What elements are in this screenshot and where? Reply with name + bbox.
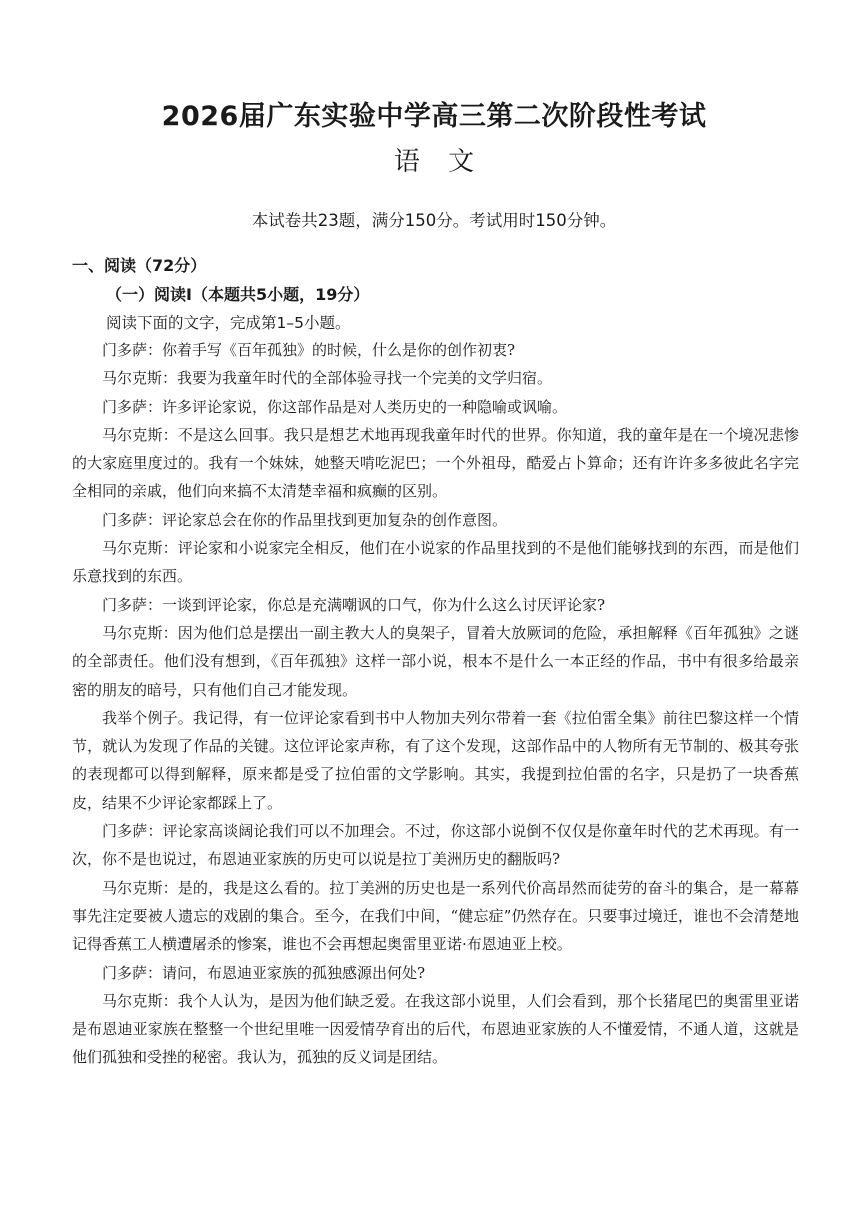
passage-paragraph: 门多萨：评论家高谈阔论我们可以不加理会。不过，你这部小说倒不仅仅是你童年时代的艺术再现。有一次，你不是也说过，布恩迪亚家族的历史可以说是拉丁美洲历史的翻版吗? <box>72 822 799 869</box>
passage-paragraph: 马尔克斯：不是这么回事。我只是想艺术地再现我童年时代的世界。你知道，我的童年是在一个境况悲惨的大家庭里度过的。我有一个妹妹，她整天啃吃泥巴；一个外祖母，酷爱占卜算命；还有许许多多彼此名字完全相同的亲戚，他们向来搞不太清楚幸福和疯癫的区别。 <box>72 425 799 501</box>
passage-paragraph: 马尔克斯：我个人认为，是因为他们缺乏爱。在我这部小说里，人们会看到，那个长猪尾巴的奥雷里亚诺是布恩迪亚家族在整整一个世纪里唯一因爱情孕育出的后代，布恩迪亚家族的人不懂爱情，不通人道，这就是他们孤独和受挫的秘密。我认为，孤独的反义词是团结。 <box>72 991 799 1067</box>
passage-paragraph: 门多萨：你着手写《百年孤独》的时候，什么是你的创作初衷? <box>102 341 516 359</box>
passage-paragraph: 我举个例子。我记得，有一位评论家看到书中人物加夫列尔带着一套《拉伯雷全集》前往巴黎这样一个情节，就认为发现了作品的关键。这位评论家声称，有了这个发现，这部作品中的人物所有无节制的、极其夸张的表现都可以得到解释，原来都是受了拉伯雷的文学影响。其实，我提到拉伯雷的名字，只是扔了一块香蕉皮，结果不少评论家都踩上了。 <box>72 708 799 812</box>
passage-paragraph: 马尔克斯：评论家和小说家完全相反，他们在小说家的作品里找到的不是他们能够找到的东西，而是他们乐意找到的东西。 <box>72 539 799 586</box>
passage-paragraph: 门多萨：请问，布恩迪亚家族的孤独感源出何处? <box>102 963 426 982</box>
passage-paragraph: 马尔克斯：我要为我童年时代的全部体验寻找一个完美的文学归宿。 <box>102 369 553 388</box>
passage-paragraph: 门多萨：一谈到评论家，你总是充满嘲讽的口气，你为什么这么讨厌评论家? <box>102 595 606 614</box>
exam-title: 2026届广东实验中学高三第二次阶段性考试 <box>161 101 707 132</box>
passage-paragraph: 门多萨：评论家总会在你的作品里找到更加复杂的创作意图。 <box>102 510 508 529</box>
subsection-heading: （一）阅读Ⅰ（本题共5小题，19分） <box>106 285 370 304</box>
reading-instruction: 阅读下面的文字，完成第1–5小题。 <box>106 314 351 332</box>
passage-paragraph: 门多萨：许多评论家说，你这部作品是对人类历史的一种隐喻或讽喻。 <box>102 397 568 416</box>
passage-paragraph: 马尔克斯：因为他们总是摆出一副主教大人的臭架子，冒着大放厥词的危险，承担解释《百年孤独》之谜的全部责任。他们没有想到，《百年孤独》这样一部小说，根本不是什么一本正经的作品，书中有很多给最亲密的朋友的暗号，只有他们自己才能发现。 <box>72 623 799 699</box>
passage-paragraph: 马尔克斯：是的，我是这么看的。拉丁美洲的历史也是一系列代价高昂然而徒劳的奋斗的集合，是一幕幕事先注定要被人遗忘的戏剧的集合。至今，在我们中间，“健忘症”仍然存在。只要事过境迁，谁也不会清楚地记得香蕉工人横遭屠杀的惨案，谁也不会再想起奥雷里亚诺·布恩迪亚上校。 <box>72 878 799 954</box>
exam-subject: 语 文 <box>393 147 475 177</box>
exam-info: 本试卷共23题，满分150分。考试用时150分钟。 <box>251 211 617 230</box>
reading-passage <box>72 336 799 1072</box>
section-heading: 一、阅读（72分） <box>72 256 207 275</box>
